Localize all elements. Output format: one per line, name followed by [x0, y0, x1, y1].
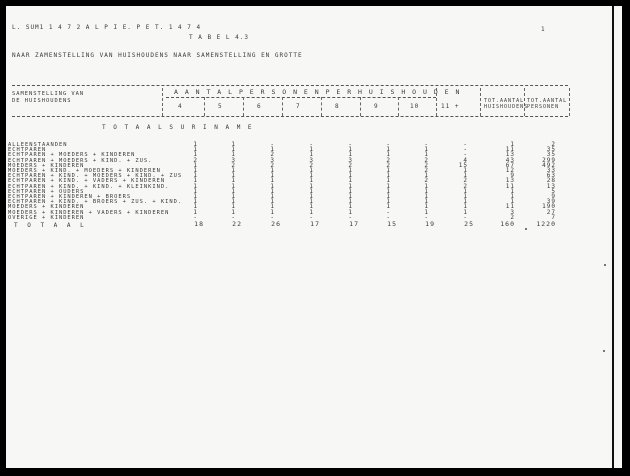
- table-cell: 1: [231, 141, 236, 148]
- table-cell: 5: [551, 187, 556, 195]
- table-cell: 1: [270, 146, 275, 154]
- table-cell: 1: [424, 198, 429, 206]
- table-cell: 1: [231, 208, 236, 216]
- table-cell: 1: [193, 182, 198, 190]
- table-cell: 3: [309, 156, 314, 164]
- table-cell: 1: [424, 187, 429, 195]
- table-cell: 190: [542, 203, 556, 211]
- table-cell: -: [463, 213, 468, 221]
- column-divider: [360, 97, 361, 116]
- row-label: OVERIGE + KINDEREN: [8, 214, 85, 221]
- page-number: 1: [541, 26, 546, 33]
- table-cell: 1: [463, 198, 468, 206]
- column-divider: [243, 97, 244, 116]
- table-cell: 2: [510, 213, 515, 221]
- table-cell: 1: [193, 161, 198, 169]
- column-header: 8: [335, 103, 340, 110]
- table-cell: -: [386, 208, 391, 216]
- row-label: ALLEENSTAANDEN: [8, 142, 68, 148]
- table-cell: 1: [193, 203, 198, 211]
- header-line-1: L. SUM1 1 4 7 2 A L P I E. P E T. 1 4 7 4: [12, 24, 202, 31]
- table-cell: 1: [231, 182, 236, 190]
- table-cell: 1: [348, 182, 353, 190]
- table-cell: 13: [505, 151, 515, 159]
- column-header: TOT.AANTAL HUISHOUDENS: [484, 98, 529, 110]
- table-cell: 1: [270, 167, 275, 174]
- table-cell: 1: [510, 193, 515, 200]
- table-cell: -: [424, 213, 429, 221]
- total-cell: 25: [464, 220, 474, 228]
- column-spanner: A A N T A L P E R S O N E N P E R H U I S H O U D E N: [174, 88, 461, 96]
- table-cell: -: [231, 213, 236, 221]
- table-cell: 1: [348, 198, 353, 206]
- table-cell: 1: [348, 193, 353, 200]
- table-cell: 67: [505, 161, 515, 169]
- table-cell: 1: [309, 151, 314, 159]
- row-label: ECHTPAREN + KIND. + KIND. + KLEINKIND.: [8, 183, 170, 190]
- table-cell: 1: [309, 146, 314, 154]
- table-cell: 2: [386, 156, 391, 164]
- table-cell: 1: [309, 198, 314, 206]
- speck: [604, 264, 606, 266]
- table-cell: 1: [270, 198, 275, 206]
- table-cell: 1: [348, 203, 353, 211]
- table-cell: 1: [348, 151, 353, 159]
- table-cell: 1: [510, 187, 515, 195]
- table-cell: 7: [551, 213, 556, 221]
- table-cell: 1: [309, 177, 314, 185]
- column-divider: [569, 88, 570, 116]
- total-cell: 22: [232, 220, 242, 228]
- total-cell: 18: [194, 220, 204, 228]
- table-cell: 1: [193, 193, 198, 200]
- table-cell: -: [193, 213, 198, 221]
- table-cell: 1: [348, 146, 353, 154]
- table-cell: 11: [505, 146, 515, 154]
- table-cell: 12: [505, 167, 515, 174]
- row-label: ECHTPAREN + KINDEREN + BROERS: [8, 194, 132, 200]
- table-cell: 1: [463, 193, 468, 200]
- table-cell: 3: [510, 208, 515, 216]
- total-cell: 1220: [536, 220, 556, 228]
- table-cell: 1: [193, 151, 198, 159]
- column-header: TOT.AANTAL PERSONEN: [527, 98, 568, 110]
- table-cell: 27: [546, 208, 556, 216]
- table-cell: 1: [348, 187, 353, 195]
- row-label: ECHTPAREN + KIND. + VADERS + KINDEREN: [8, 178, 166, 185]
- table-cell: 63: [546, 172, 556, 180]
- table-cell: 1: [231, 193, 236, 200]
- row-label: MOEDERS + KINDEREN: [8, 204, 85, 211]
- table-reference: T A B E L 4.3: [189, 34, 249, 41]
- column-header: 6: [257, 103, 262, 110]
- total-cell: 19: [425, 220, 435, 228]
- table-cell: 1: [231, 167, 236, 174]
- table-cell: 1: [270, 177, 275, 185]
- table-cell: 43: [505, 156, 515, 164]
- column-divider: [480, 88, 481, 116]
- table-cell: 1: [424, 172, 429, 180]
- table-cell: 1: [270, 193, 275, 200]
- row-label: ECHTPAREN: [8, 147, 47, 154]
- table-cell: 1: [231, 151, 236, 159]
- table-cell: 1: [386, 203, 391, 211]
- table-cell: 1: [231, 187, 236, 195]
- table-cell: 2: [551, 141, 556, 148]
- table-cell: 1: [193, 198, 198, 206]
- row-label: ECHTPAREN + KIND. + MOEDERS + KIND. + ZUS: [8, 173, 183, 180]
- column-divider: [321, 97, 322, 116]
- table-cell: 1: [309, 193, 314, 200]
- table-cell: 1: [386, 198, 391, 206]
- table-cell: 1: [424, 182, 429, 190]
- column-header: 7: [296, 103, 301, 110]
- table-cell: 2: [463, 177, 468, 185]
- table-cell: 1: [309, 172, 314, 180]
- table-cell: 2: [424, 156, 429, 164]
- column-divider: [524, 88, 525, 116]
- table-cell: -: [463, 141, 468, 148]
- table-cell: 2: [348, 161, 353, 169]
- table-cell: 1: [193, 146, 198, 154]
- table-cell: 492: [542, 161, 556, 169]
- table-cell: 1: [231, 172, 236, 180]
- total-cell: 17: [310, 220, 320, 228]
- table-cell: 1: [424, 208, 429, 216]
- table-cell: 1: [386, 193, 391, 200]
- table-cell: 1: [348, 167, 353, 174]
- speck: [525, 228, 527, 230]
- table-cell: 1: [510, 198, 515, 206]
- table-cell: 1: [309, 182, 314, 190]
- spanner-rule: [166, 97, 436, 98]
- table-cell: 1: [309, 187, 314, 195]
- table-cell: -: [386, 213, 391, 221]
- table-cell: -: [270, 213, 275, 221]
- table-top-rule: [12, 85, 568, 86]
- table-cell: 1: [463, 172, 468, 180]
- table-cell: -: [309, 141, 314, 148]
- row-label: MOEDERS + KINDEREN + VADERS + KINDEREN: [8, 209, 170, 216]
- table-cell: 35: [546, 146, 556, 154]
- column-divider: [436, 88, 437, 116]
- rowhead-title-2: DE HUISHOUDENS: [12, 98, 72, 104]
- table-cell: -: [463, 151, 468, 159]
- table-cell: 1: [309, 167, 314, 174]
- table-cell: 1: [270, 172, 275, 180]
- table-cell: 1: [193, 141, 198, 148]
- page-edge-shadow: [612, 6, 614, 468]
- table-cell: -: [463, 146, 468, 154]
- table-cell: 1: [348, 208, 353, 216]
- table-cell: 1: [309, 208, 314, 216]
- table-cell: 1: [424, 203, 429, 211]
- row-label: ECHTPAREN + OUDERS: [8, 188, 85, 195]
- table-cell: 1: [348, 172, 353, 180]
- row-label: MOEDERS + KIND. + MOEDERS + KINDEREN: [8, 168, 161, 174]
- table-cell: 1: [348, 177, 353, 185]
- table-head-rule: [12, 116, 568, 117]
- column-divider: [282, 97, 283, 116]
- table-cell: 1: [463, 167, 468, 174]
- table-cell: 1: [193, 177, 198, 185]
- total-cell: 15: [387, 220, 397, 228]
- table-cell: -: [424, 141, 429, 148]
- table-cell: 1: [231, 203, 236, 211]
- table-cell: 1: [463, 203, 468, 211]
- table-cell: 2: [424, 167, 429, 174]
- row-label: ECHTPAREN + KIND. + BROERS + ZUS. + KIND.: [8, 199, 183, 206]
- table-cell: -: [386, 141, 391, 148]
- rowhead-title-1: SAMENSTELLING VAN: [12, 91, 85, 97]
- column-header: 9: [374, 103, 379, 110]
- column-header: 4: [178, 103, 183, 110]
- table-cell: 15: [458, 161, 468, 169]
- table-cell: 1: [424, 193, 429, 200]
- table-cell: 2: [424, 177, 429, 185]
- table-cell: 1: [270, 182, 275, 190]
- table-cell: 2: [270, 161, 275, 169]
- table-cell: -: [348, 213, 353, 221]
- total-cell: 17: [349, 220, 359, 228]
- row-label: ECHTPAREN + MOEDERS + KINDEREN: [8, 152, 136, 159]
- row-label: MOEDERS + KINDEREN: [8, 162, 85, 169]
- column-divider: [204, 97, 205, 116]
- table-cell: 9: [551, 193, 556, 200]
- table-cell: 2: [463, 182, 468, 190]
- table-cell: 1: [510, 141, 515, 148]
- table-cell: 3: [231, 156, 236, 164]
- total-cell: 26: [271, 220, 281, 228]
- table-cell: 1: [270, 187, 275, 195]
- table-cell: 1: [424, 146, 429, 154]
- table-cell: 299: [542, 156, 556, 164]
- table-cell: 11: [505, 182, 515, 190]
- table-cell: 13: [546, 182, 556, 190]
- table-cell: -: [270, 141, 275, 148]
- table-cell: -: [309, 213, 314, 221]
- table-cell: 1: [386, 146, 391, 154]
- table-cell: 1: [463, 187, 468, 195]
- table-cell: 1: [386, 151, 391, 159]
- table-cell: 1: [270, 203, 275, 211]
- table-cell: 3: [270, 156, 275, 164]
- table-cell: 1: [386, 187, 391, 195]
- column-divider: [398, 97, 399, 116]
- table-cell: 1: [386, 177, 391, 185]
- scanned-page: [6, 6, 622, 468]
- column-divider: [162, 88, 163, 116]
- table-cell: 2: [193, 156, 198, 164]
- table-cell: 1: [463, 208, 468, 216]
- table-cell: 1: [193, 167, 198, 174]
- column-header: 5: [218, 103, 223, 110]
- table-cell: 1: [386, 182, 391, 190]
- table-cell: 1: [270, 208, 275, 216]
- total-label: T O T A A L: [14, 222, 87, 229]
- table-cell: 1: [193, 172, 198, 180]
- table-cell: 1: [193, 208, 198, 216]
- speck: [603, 350, 605, 352]
- total-cell: 160: [500, 220, 515, 228]
- table-cell: 33: [546, 167, 556, 174]
- table-cell: 2: [270, 151, 275, 159]
- table-cell: 28: [546, 177, 556, 185]
- table-cell: 1: [424, 151, 429, 159]
- column-header: 10: [410, 103, 420, 110]
- table-cell: 1: [386, 172, 391, 180]
- table-cell: 1: [193, 187, 198, 195]
- table-cell: 35: [546, 151, 556, 159]
- table-cell: 2: [386, 161, 391, 169]
- table-cell: -: [348, 141, 353, 148]
- table-cell: 3: [348, 156, 353, 164]
- table-subtitle: NAAR ZAMENSTELLING VAN HUISHOUDENS NAAR SAMENSTELLING EN GROTTE: [12, 52, 303, 59]
- table-cell: 2: [424, 161, 429, 169]
- table-cell: 1: [309, 203, 314, 211]
- table-cell: 13: [505, 177, 515, 185]
- table-cell: 1: [231, 146, 236, 154]
- column-header: 11 +: [441, 103, 460, 110]
- table-cell: 39: [546, 198, 556, 206]
- table-cell: 4: [463, 156, 468, 164]
- table-cell: 1: [231, 177, 236, 185]
- row-label: ECHTPAREN + MOEDERS + KIND. + ZUS.: [8, 157, 153, 164]
- table-cell: 9: [510, 172, 515, 180]
- table-cell: 1: [231, 198, 236, 206]
- section-title: T O T A A L S U R I N A M E: [102, 124, 254, 131]
- table-cell: 2: [309, 161, 314, 169]
- table-cell: 2: [231, 161, 236, 169]
- table-cell: 1: [386, 167, 391, 174]
- table-cell: 11: [505, 203, 515, 211]
